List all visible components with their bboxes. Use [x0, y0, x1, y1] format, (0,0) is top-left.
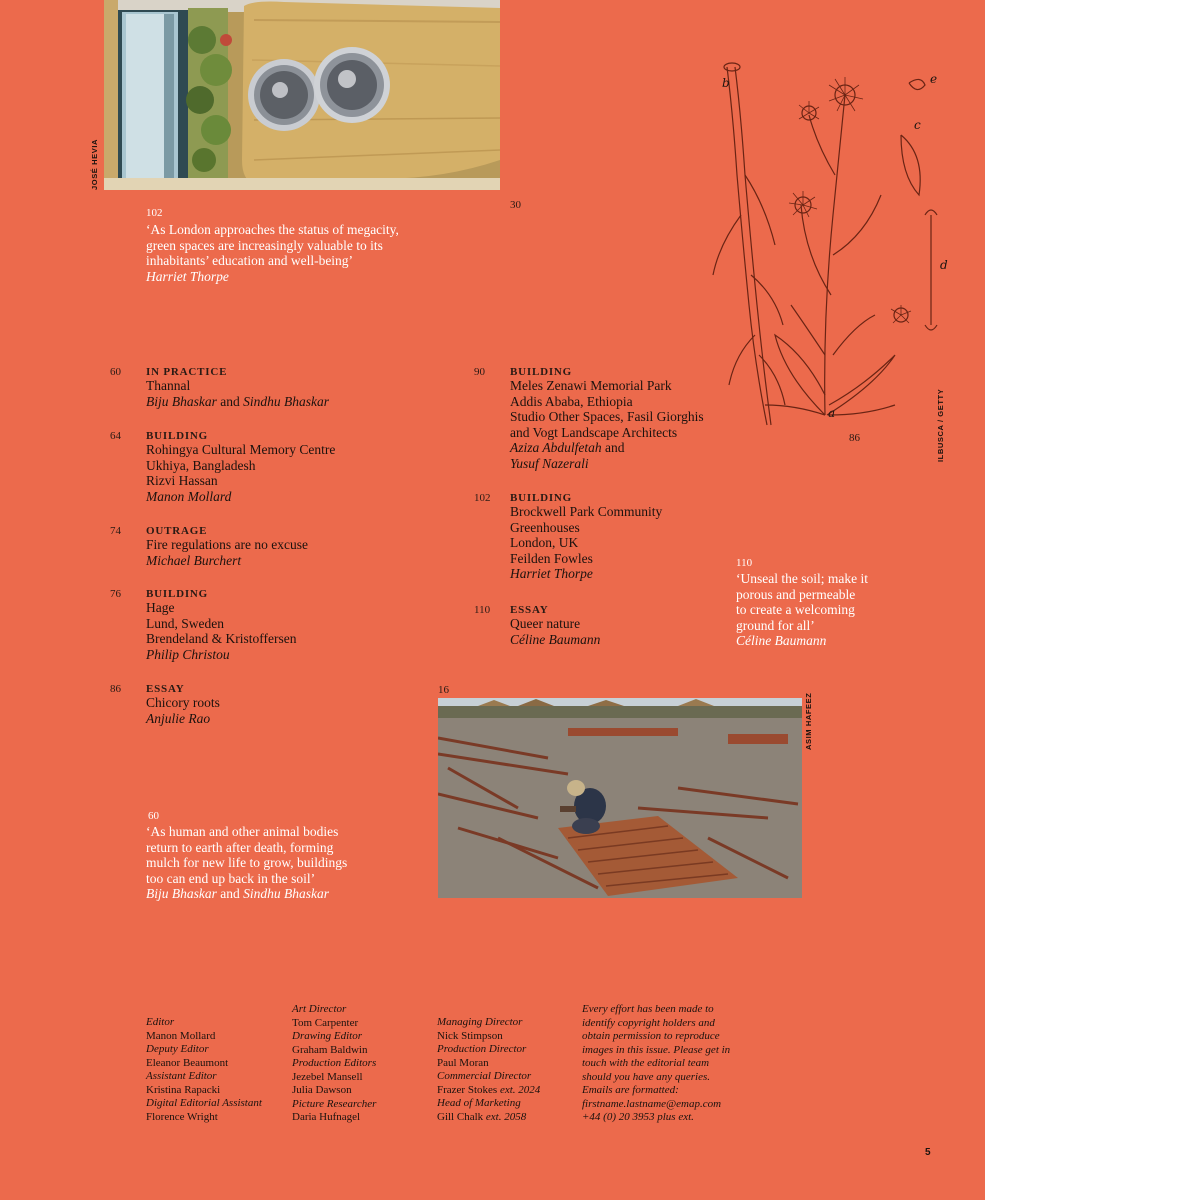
quote-line: ‘As human and other animal bodies — [146, 824, 339, 839]
entry-title: Queer nature — [510, 616, 581, 631]
top-photo — [104, 0, 500, 190]
contents-entry[interactable] — [510, 366, 750, 471]
staff-name: Jezebel Mansell — [292, 1070, 363, 1083]
entry-title: Lund, Sweden — [146, 615, 224, 631]
note-line: images in this issue. Please get in — [582, 1043, 731, 1056]
contents-entry[interactable] — [146, 525, 446, 568]
entry-title: Hage — [146, 600, 175, 615]
quote-line: porous and permeable — [736, 586, 856, 602]
author-name: Aziza Abdulfetah — [510, 440, 602, 455]
staff-name: Daria Hufnagel — [292, 1111, 361, 1123]
entry-page: 86 — [110, 683, 121, 695]
entry-page: 64 — [110, 430, 121, 442]
staff-col-3 — [437, 1016, 577, 1124]
entry-title: Greenhouses — [510, 519, 580, 535]
entry-page: 102 — [474, 492, 491, 504]
quote-line: mulch for new life to grow, buildings — [146, 855, 348, 870]
staff-name: Paul Moran — [437, 1056, 489, 1069]
fig-label-a: a — [828, 406, 836, 420]
staff-role: Head of Marketing — [437, 1097, 521, 1109]
note-line: obtain permission to reproduce — [582, 1030, 720, 1042]
staff-role: Production Director — [437, 1043, 527, 1055]
note-line: Every effort has been made to — [582, 1003, 714, 1015]
note-line: touch with the editorial team — [582, 1057, 710, 1069]
entry-title: and Vogt Landscape Architects — [510, 424, 678, 440]
fig-label-e: e — [930, 72, 938, 86]
illustration-caption-ref: 86 — [849, 432, 860, 444]
author-name: Biju Bhaskar — [146, 393, 217, 409]
entry-author — [146, 394, 446, 410]
credit-bottom-photo: ASIM HAFEEZ — [804, 692, 813, 750]
quote-author: Céline Baumann — [736, 633, 827, 648]
staff-name: Tom Carpenter — [292, 1016, 359, 1029]
staff-name: Graham Baldwin — [292, 1043, 368, 1056]
quote-soil — [736, 571, 936, 649]
entry-page: 60 — [110, 366, 121, 378]
quote-bodies-page: 60 — [148, 810, 159, 822]
staff-role: Production Editors — [292, 1057, 377, 1069]
contents-entry[interactable] — [146, 366, 446, 409]
entry-kicker: BUILDING — [510, 366, 573, 378]
entry-author: Philip Christou — [146, 646, 230, 662]
entry-kicker: BUILDING — [146, 430, 209, 442]
staff-name: Florence Wright — [146, 1110, 218, 1123]
bottom-photo-page: 16 — [438, 684, 449, 696]
quote-soil-page: 110 — [736, 557, 753, 569]
author-conj: and — [216, 886, 244, 901]
note-line: +44 (0) 20 3953 plus ext. — [582, 1111, 694, 1123]
staff-role: Drawing Editor — [292, 1030, 362, 1042]
entry-title: Brockwell Park Community — [510, 504, 663, 519]
entry-author: Michael Burchert — [146, 552, 242, 568]
entry-page: 110 — [474, 604, 491, 616]
entry-page: 76 — [110, 588, 121, 600]
staff-role: Managing Director — [437, 1016, 523, 1028]
author-conj: and — [601, 440, 625, 455]
entry-title: Ukhiya, Bangladesh — [146, 457, 256, 473]
quote-author — [146, 886, 436, 902]
quote-london — [146, 222, 446, 284]
entry-page: 74 — [110, 525, 121, 537]
note-line: identify copyright holders and — [582, 1016, 715, 1029]
quote-line: too can end up back in the soil’ — [146, 870, 316, 886]
entry-author: Yusuf Nazerali — [510, 455, 589, 471]
quote-line: return to earth after death, forming — [146, 839, 334, 855]
contents-entry[interactable] — [146, 588, 446, 662]
staff-name: Frazer Stokes — [437, 1083, 498, 1096]
entry-kicker: BUILDING — [510, 492, 573, 504]
entry-author: Harriet Thorpe — [510, 566, 593, 581]
entry-title: Studio Other Spaces, Fasil Giorghis — [510, 409, 704, 424]
entry-kicker: OUTRAGE — [146, 525, 208, 537]
staff-role: Commercial Director — [437, 1070, 532, 1082]
entry-title: Rohingya Cultural Memory Centre — [146, 442, 336, 457]
credit-top-photo: JOSÉ HEVIA — [90, 138, 99, 190]
copyright-note — [582, 1003, 782, 1125]
staff-name-ext — [437, 1084, 577, 1098]
quote-line: ‘Unseal the soil; make it — [736, 571, 868, 586]
staff-role: Art Director — [292, 1003, 347, 1015]
bamboo-construction-illustration — [438, 698, 802, 898]
entry-title: Chicory roots — [146, 695, 220, 710]
staff-name: Julia Dawson — [292, 1084, 352, 1096]
contents-entry[interactable] — [146, 683, 446, 726]
staff-name: Gill Chalk — [437, 1110, 484, 1123]
note-line: Emails are formatted: — [582, 1084, 679, 1096]
note-line: should you have any queries. — [582, 1070, 710, 1083]
fig-label-c: c — [914, 118, 921, 132]
staff-role: Deputy Editor — [146, 1043, 209, 1055]
quote-line: ‘As London approaches the status of megacity, — [146, 222, 399, 237]
illustration-page-ref: 30 — [510, 199, 521, 211]
contents-entry[interactable] — [510, 604, 750, 647]
staff-name-ext — [437, 1111, 577, 1125]
entry-title: Fire regulations are no excuse — [146, 537, 308, 552]
staff-role: Digital Editorial Assistant — [146, 1097, 262, 1109]
entry-title: Rizvi Hassan — [146, 473, 218, 488]
fig-label-b: b — [722, 76, 730, 90]
entry-title: Brendeland & Kristoffersen — [146, 631, 297, 646]
note-line: firstname.lastname@emap.com — [582, 1097, 722, 1110]
quote-london-page: 102 — [146, 207, 163, 219]
entry-title: Addis Ababa, Ethiopia — [510, 393, 633, 409]
entry-kicker: BUILDING — [146, 588, 209, 600]
entry-kicker: IN PRACTICE — [146, 366, 228, 378]
entry-page: 90 — [474, 366, 485, 378]
staff-ext: ext. 2024 — [497, 1083, 541, 1096]
staff-col-2 — [292, 1003, 432, 1125]
entry-title: London, UK — [510, 535, 579, 550]
credit-illustration: ILBUSCA / GETTY — [936, 388, 945, 462]
author-name: Sindhu Bhaskar — [243, 886, 329, 901]
bottom-photo — [438, 698, 802, 898]
entry-kicker: ESSAY — [146, 683, 185, 695]
staff-name: Nick Stimpson — [437, 1029, 503, 1042]
entry-author: Manon Mollard — [146, 488, 232, 504]
author-name: Sindhu Bhaskar — [243, 393, 329, 409]
author-name: Biju Bhaskar — [146, 886, 217, 901]
quote-line: ground for all’ — [736, 617, 815, 633]
staff-name: Manon Mollard — [146, 1029, 216, 1042]
page-folio: 5 — [925, 1147, 931, 1158]
entry-author: Anjulie Rao — [146, 710, 211, 726]
earth-wall-illustration — [104, 0, 500, 190]
author-conj: and — [216, 393, 244, 409]
quote-line: green spaces are increasingly valuable to its — [146, 237, 383, 253]
entry-author: Céline Baumann — [510, 631, 601, 647]
contents-entry[interactable] — [146, 430, 446, 504]
staff-name: Kristina Rapacki — [146, 1083, 221, 1096]
quote-author: Harriet Thorpe — [146, 268, 229, 284]
quote-line: inhabitants’ education and well-being’ — [146, 253, 354, 268]
staff-role: Editor — [146, 1016, 175, 1028]
staff-ext: ext. 2058 — [483, 1110, 527, 1123]
staff-role: Picture Researcher — [292, 1097, 377, 1110]
fig-label-d: d — [940, 258, 948, 272]
entry-kicker: ESSAY — [510, 604, 549, 616]
staff-name: Eleanor Beaumont — [146, 1056, 229, 1069]
staff-role: Assistant Editor — [146, 1070, 217, 1082]
entry-title: Meles Zenawi Memorial Park — [510, 378, 672, 393]
entry-author — [510, 440, 750, 456]
quote-bodies — [146, 824, 436, 902]
staff-col-1 — [146, 1016, 286, 1124]
contents-entry[interactable] — [510, 492, 753, 582]
quote-line: to create a welcoming — [736, 602, 855, 617]
entry-title: Thannal — [146, 378, 191, 393]
entry-title: Feilden Fowles — [510, 550, 593, 566]
